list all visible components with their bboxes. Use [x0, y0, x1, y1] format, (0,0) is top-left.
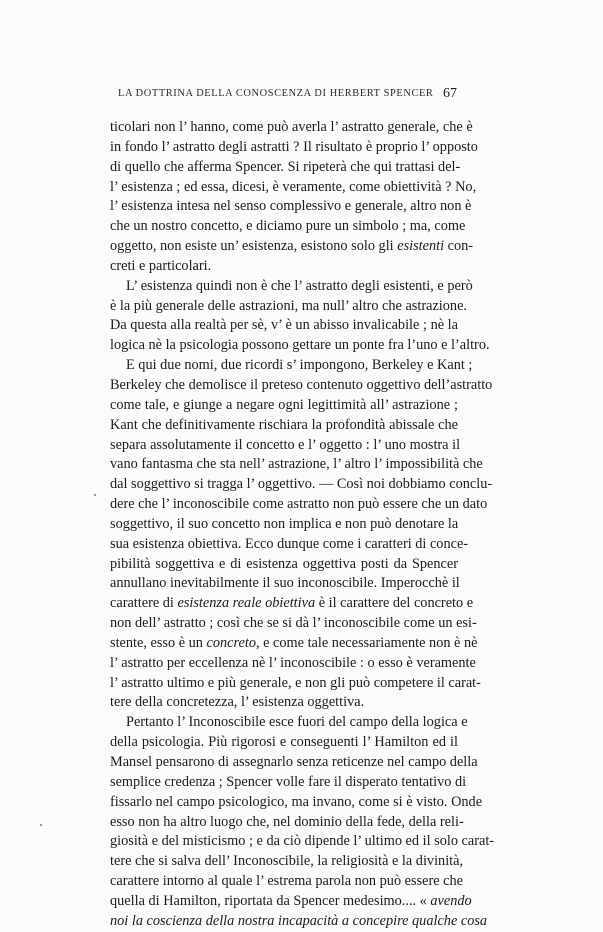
text-line: creti e particolari. — [110, 257, 212, 274]
italic-text: esistenti — [397, 238, 445, 255]
text-line: carattere di esistenza reale obiettiva è il carattere del concreto e — [110, 595, 474, 612]
text-line: è la più generale delle astrazioni, ma null’ altro che astrazione. — [110, 297, 467, 314]
text-line: dere che l’ inconoscibile come astratto non può essere che un dato — [110, 496, 488, 513]
paragraph — [110, 277, 490, 356]
text-line: l’ astratto ultimo e più generale, e non gli può competere il carat- — [110, 674, 481, 691]
text-line: tere che si salva dell’ Inconoscibile, la religiosità e la divinità, — [110, 853, 464, 870]
text-line: tere della concretezza, l’ esistenza oggettiva. — [110, 694, 365, 711]
text-line: dal soggettivo si tragga l’ oggettivo. — Così noi dobbiamo conclu- — [110, 476, 493, 493]
text-line: quella di Hamilton, riportata da Spencer medesimo.... « avendo — [110, 892, 472, 909]
italic-text: concreto — [206, 634, 256, 651]
text-line: Pertanto l’ Inconoscibile esce fuori del campo della logica e — [126, 714, 468, 731]
text-line: separa assolutamente il concetto e l’ oggetto : l’ uno mostra il — [110, 436, 461, 453]
text-line: della psicologia. Più rigorosi e conseguenti l’ Hamilton ed il — [110, 734, 458, 751]
running-head — [110, 88, 460, 104]
text-line: L’ esistenza quindi non è che l’ astratto degli esistenti, e però — [126, 277, 473, 294]
text-line: sua esistenza obiettiva. Ecco dunque come i caratteri di conce- — [110, 535, 469, 552]
text-line: l’ esistenza ; ed essa, dicesi, è veramente, come obiettività ? No, — [110, 178, 477, 195]
italic-text: avendo — [430, 892, 472, 909]
text-line: Da questa alla realtà per sè, v’ è un abisso invalicabile ; nè la — [110, 317, 458, 334]
text-line: E qui due nomi, due ricordi s’ impongono, Berkeley e Kant ; — [126, 357, 473, 374]
paragraph — [110, 356, 493, 713]
text-line: stente, esso è un concreto, e come tale necessariamente non è nè — [110, 634, 478, 651]
print-speck — [40, 824, 42, 826]
text-line: Kant che definitivamente rischiara la profondità abissale che — [110, 416, 458, 433]
text-line: fissarlo nel campo psicologico, ma invano, come si è visto. Onde — [110, 793, 483, 810]
text-line: come tale, e giunge a negare ogni legittimità all’ astrazione ; — [110, 396, 458, 413]
text-line: Berkeley che demolisce il preteso contenuto oggettivo dell’astratto — [110, 376, 493, 393]
page-number: 67 — [443, 86, 457, 101]
text-line: ticolari non l’ hanno, come può averla l’ astratto generale, che è — [110, 119, 473, 135]
text-line: carattere intorno al quale l’ estrema parola non può essere che — [110, 873, 464, 890]
text-line: esso non ha altro luogo che, nel dominio della fede, della reli- — [110, 813, 464, 830]
text-line: giosità e del misticismo ; e da ciò dipende l’ ultimo ed il solo carat- — [110, 833, 495, 850]
text-line: di quello che afferma Spencer. Si ripeterà che qui trattasi del- — [110, 158, 461, 175]
italic-text: noi la coscienza della nostra incapacità a concepire qualche cosa — [110, 912, 488, 929]
paragraph — [110, 118, 478, 277]
text-line: l’ astratto per eccellenza nè l’ inconoscibile : o esso è veramente — [110, 654, 476, 671]
text-line: non dell’ astratto ; così che se si dà l’ inconoscibile come un esi- — [110, 615, 477, 632]
text-line: che un nostro concetto, e diciamo pure un simbolo ; ma, come — [110, 218, 466, 235]
text-line: oggetto, non esiste un’ esistenza, esistono solo gli esistenti con- — [110, 238, 474, 255]
text-line: in fondo l’ astratto degli astratti ? Il risultato è proprio l’ opposto — [110, 138, 478, 155]
text-line: vano fantasma che sta nell’ astrazione, l’ altro l’ impossibilità che — [110, 456, 483, 473]
body-text — [110, 118, 495, 932]
italic-text: esistenza reale obiettiva — [177, 595, 316, 612]
text-line — [110, 912, 488, 932]
text-line: pibilità soggettiva e di esistenza oggettiva posti da Spencer — [110, 555, 458, 572]
text-line: l’ esistenza intesa nel senso complessivo e generale, altro non è — [110, 198, 472, 215]
running-title: LA DOTTRINA DELLA CONOSCENZA DI HERBERT SPENCER — [118, 88, 434, 99]
print-speck — [94, 494, 96, 496]
text-line: semplice credenza ; Spencer volle fare il disperato tentativo di — [110, 773, 467, 790]
paragraph — [110, 713, 495, 931]
text-line: soggettivo, il suo concetto non implica e non può denotare la — [110, 515, 459, 532]
text-line: logica nè la psicologia possono gettare un ponte fra l’uno e l’altro. — [110, 337, 490, 354]
text-line: annullano inevitabilmente il suo inconoscibile. Imperocchè il — [110, 575, 460, 592]
text-line: Mansel pensarono di assegnarlo senza reticenze nel campo della — [110, 754, 478, 770]
